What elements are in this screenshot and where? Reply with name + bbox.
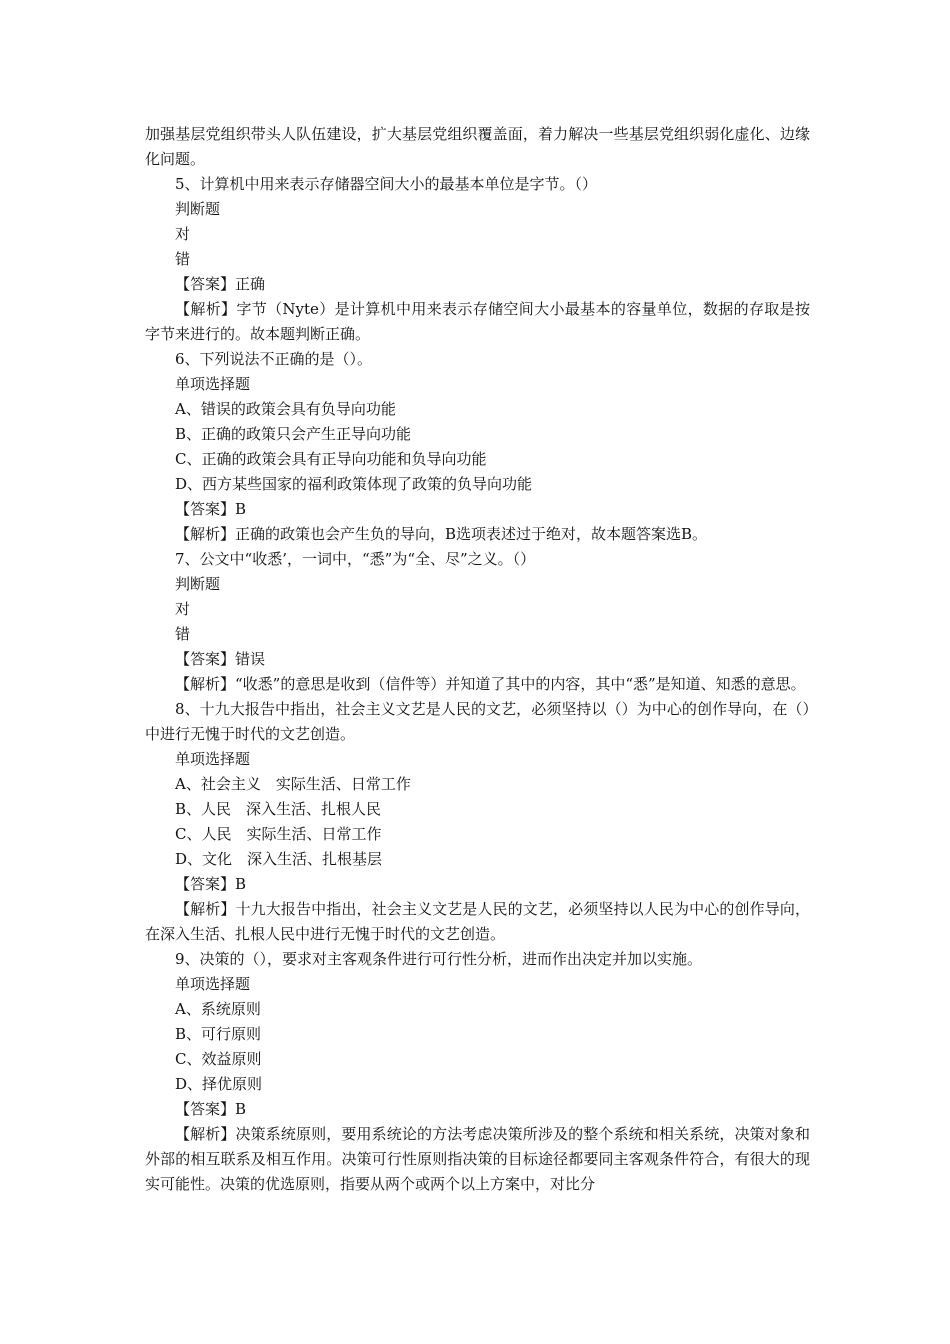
- question-7-answer: 【答案】错误: [175, 650, 266, 668]
- question-7-stem: 7、公文中“收悉’，一词中，“悉”为“全、尽”之义。（）: [175, 550, 536, 568]
- question-5-analysis: 【解析】字节（Nyte）是计算机中用来表示存储空间大小最基本的容量单位，数据的存取是按字节来进行的。故本题判断正确。: [145, 300, 810, 343]
- question-8-type: 单项选择题: [175, 750, 251, 768]
- paragraph-continuation: 加强基层党组织带头人队伍建设，扩大基层党组织覆盖面，着力解决一些基层党组织弱化虚化、边缘化问题。: [145, 125, 810, 168]
- question-6-analysis: 【解析】正确的政策也会产生负的导向，B选项表述过于绝对，故本题答案选B。: [175, 525, 708, 543]
- question-7-option-false: 错: [175, 625, 191, 643]
- question-9-option-a: A、系统原则: [175, 1000, 261, 1018]
- question-6-stem: 6、下列说法不正确的是（）。: [175, 350, 373, 368]
- question-8-option-c: C、人民 实际生活、日常工作: [175, 825, 382, 843]
- question-9-answer: 【答案】B: [175, 1100, 247, 1118]
- question-8-stem: 8、十九大报告中指出，社会主义文艺是人民的文艺，必须坚持以（）为中心的创作导向，在（）中进行无愧于时代的文艺创造。: [145, 700, 810, 743]
- question-5-option-false: 错: [175, 250, 191, 268]
- question-9-option-d: D、择优原则: [175, 1075, 263, 1093]
- question-8-option-b: B、人民 深入生活、扎根人民: [175, 800, 382, 818]
- question-8-option-d: D、文化 深入生活、扎根基层: [175, 850, 383, 868]
- question-6-option-a: A、错误的政策会具有负导向功能: [175, 400, 396, 418]
- question-6-option-b: B、正确的政策只会产生正导向功能: [175, 425, 412, 443]
- question-7-option-true: 对: [175, 600, 191, 618]
- question-5-type: 判断题: [175, 200, 221, 218]
- question-9-option-c: C、效益原则: [175, 1050, 262, 1068]
- question-7-type: 判断题: [175, 575, 221, 593]
- question-8-answer: 【答案】B: [175, 875, 247, 893]
- document-page: [145, 122, 810, 1197]
- question-9-option-b: B、可行原则: [175, 1025, 262, 1043]
- question-6-type: 单项选择题: [175, 375, 251, 393]
- question-6-option-c: C、正确的政策会具有正导向功能和负导向功能: [175, 450, 487, 468]
- question-8-analysis: 【解析】十九大报告中指出，社会主义文艺是人民的文艺，必须坚持以人民为中心的创作导向，在深入生活、扎根人民中进行无愧于时代的文艺创造。: [145, 900, 810, 943]
- question-5-option-true: 对: [175, 225, 191, 243]
- question-7-analysis: 【解析】“收悉”的意思是收到（信件等）并知道了其中的内容，其中“悉”是知道、知悉的意思。: [175, 675, 806, 693]
- question-5-answer: 【答案】正确: [175, 275, 266, 293]
- question-8-option-a: A、社会主义 实际生活、日常工作: [175, 775, 411, 793]
- question-9-stem: 9、决策的（），要求对主客观条件进行可行性分析，进而作出决定并加以实施。: [175, 950, 703, 968]
- question-6-option-d: D、西方某些国家的福利政策体现了政策的负导向功能: [175, 475, 533, 493]
- question-9-analysis: 【解析】决策系统原则，要用系统论的方法考虑决策所涉及的整个系统和相关系统，决策对象和外部的相互联系及相互作用。决策可行性原则指决策的目标途径都要同主客观条件符合，有很大的现实可能性。决策的优选原则，指要从两个或两个以上方案中，对比分: [145, 1125, 810, 1193]
- question-5-stem: 5、计算机中用来表示存储器空间大小的最基本单位是字节。（）: [175, 175, 598, 193]
- question-6-answer: 【答案】B: [175, 500, 247, 518]
- question-9-type: 单项选择题: [175, 975, 251, 993]
